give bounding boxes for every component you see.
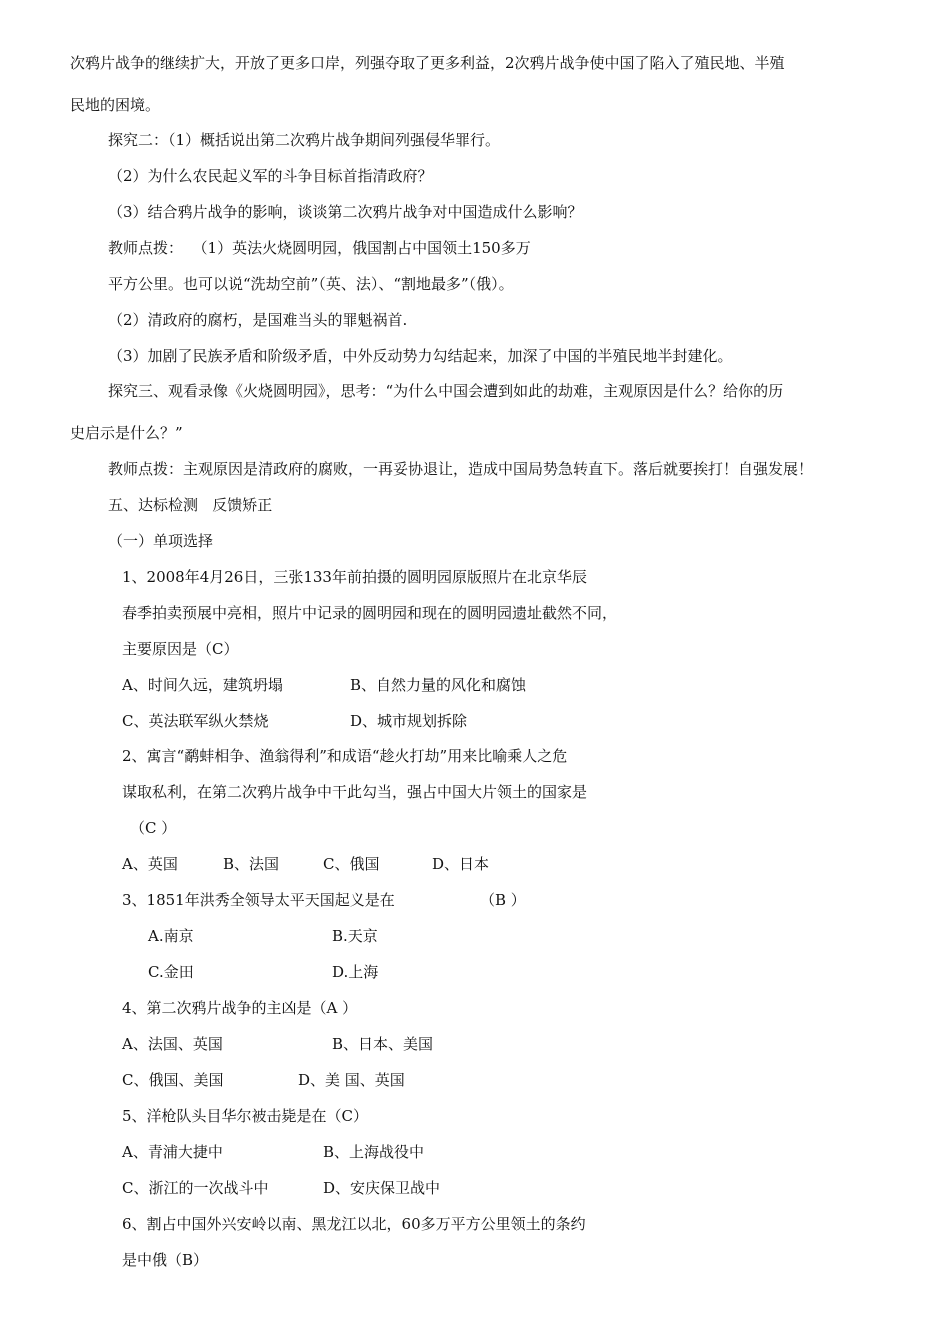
paragraph-line: 民地的困境。 — [70, 96, 161, 114]
option-c: C、俄国、美国 — [122, 1071, 224, 1089]
question-6: 6、割占中国外兴安岭以南、黑龙江以北，60多万平方公里领土的条约 — [122, 1215, 586, 1233]
question-3-answer: （B ） — [480, 891, 526, 909]
exploration-two-title: 探究二：（1）概括说出第二次鸦片战争期间列强侵华罪行。 — [108, 131, 501, 149]
option-d: D、城市规划拆除 — [350, 712, 468, 730]
teacher-tip-line: （3）加剧了民族矛盾和阶级矛盾，中外反动势力勾结起来，加深了中国的半殖民地半封建化。 — [108, 347, 733, 365]
subsection-heading: （一）单项选择 — [108, 532, 214, 550]
exploration-two-question-3: （3）结合鸦片战争的影响，谈谈第二次鸦片战争对中国造成什么影响？ — [108, 203, 583, 221]
option-b: B、日本、美国 — [332, 1035, 434, 1053]
question-6: 是中俄（B） — [122, 1251, 209, 1269]
question-3: 3、1851年洪秀全领导太平天国起义是在 — [122, 891, 395, 909]
teacher-tip-line: 教师点拨： （1）英法火烧圆明园，俄国割占中国领土150多万 — [108, 239, 531, 257]
question-5: 5、洋枪队头目华尔被击毙是在（C） — [122, 1107, 369, 1125]
question-2: （C ） — [130, 819, 177, 837]
option-d: D、日本 — [432, 855, 490, 873]
teacher-tip-line: （2）清政府的腐朽，是国难当头的罪魁祸首. — [108, 311, 408, 329]
question-1: 1、2008年4月26日，三张133年前拍摄的圆明园原版照片在北京华辰 — [122, 568, 587, 586]
option-a: A、英国 — [122, 855, 178, 873]
question-2: 谋取私利，在第二次鸦片战争中干此勾当，强占中国大片领土的国家是 — [122, 783, 588, 801]
option-c: C、俄国 — [323, 855, 380, 873]
option-b: B、上海战役中 — [323, 1143, 425, 1161]
option-c: C.金田 — [148, 963, 194, 981]
question-1: 春季拍卖预展中亮相，照片中记录的圆明园和现在的圆明园遗址截然不同， — [122, 604, 618, 622]
question-2: 2、寓言“鹬蚌相争、渔翁得利”和成语“趁火打劫”用来比喻乘人之危 — [122, 747, 568, 765]
option-c: C、英法联军纵火禁烧 — [122, 712, 269, 730]
option-d: D、安庆保卫战中 — [323, 1179, 441, 1197]
exploration-two-question-2: （2）为什么农民起义军的斗争目标首指清政府？ — [108, 167, 433, 185]
option-a: A.南京 — [148, 927, 194, 945]
exploration-three-line: 探究三、观看录像《火烧圆明园》，思考：“为什么中国会遭到如此的劫难，主观原因是什么？给你的历 — [108, 382, 784, 400]
option-b: B、法国 — [223, 855, 280, 873]
question-4: 4、第二次鸦片战争的主凶是（A ） — [122, 999, 358, 1017]
option-c: C、浙江的一次战斗中 — [122, 1179, 269, 1197]
option-d: D.上海 — [332, 963, 379, 981]
option-b: B.天京 — [332, 927, 378, 945]
option-a: A、法国、英国 — [122, 1035, 223, 1053]
paragraph-line: 次鸦片战争的继续扩大，开放了更多口岸，列强夺取了更多利益，2次鸦片战争使中国了陷入了殖民地、半殖 — [70, 54, 785, 72]
question-1: 主要原因是（C） — [122, 640, 239, 658]
option-a: A、时间久远，建筑坍塌 — [122, 676, 283, 694]
option-a: A、青浦大捷中 — [122, 1143, 223, 1161]
option-b: B、自然力量的风化和腐蚀 — [350, 676, 527, 694]
section-heading: 五、达标检测 反馈矫正 — [108, 496, 273, 514]
teacher-tip-line: 平方公里。也可以说“洗劫空前”（英、法）、“割地最多”（俄）。 — [108, 275, 514, 293]
teacher-tip-line: 教师点拨：主观原因是清政府的腐败，一再妥协退让，造成中国局势急转直下。落后就要挨打！自强发展！ — [108, 460, 814, 478]
option-d: D、美 国、英国 — [298, 1071, 405, 1089]
exploration-three-line: 史启示是什么？” — [70, 424, 183, 442]
